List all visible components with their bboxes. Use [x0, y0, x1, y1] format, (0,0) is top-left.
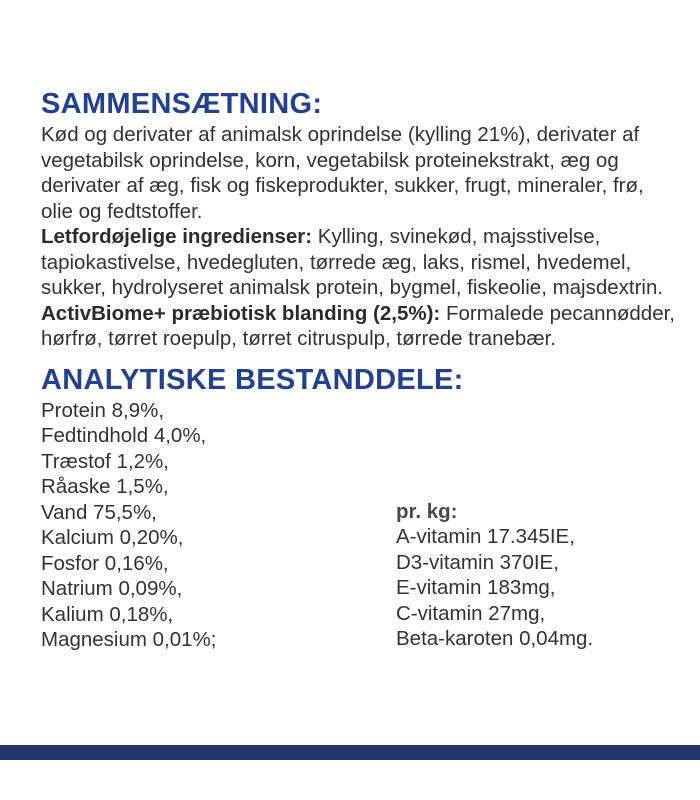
analytics-title: ANALYTISKE BESTANDDELE:	[41, 363, 464, 396]
per-kg-list	[396, 499, 593, 652]
constituent-item: Vand 75,5%,	[41, 500, 157, 524]
activbiome-text: Formalede pecannødder, hørfrø, tørret roepulp, tørret citruspulp, tørrede tranebær.	[41, 301, 675, 350]
bottom-bar	[0, 745, 700, 760]
digestible-label: Letfordøjelige ingredienser:	[41, 225, 313, 248]
constituent-item: Fosfor 0,16%,	[41, 551, 169, 575]
per-kg-label: pr. kg:	[396, 499, 458, 523]
constituent-item: Protein 8,9%,	[41, 398, 165, 422]
vitamin-item: A-vitamin 17.345IE,	[396, 525, 575, 548]
analytics-columns	[41, 398, 681, 654]
constituent-item: Råaske 1,5%,	[41, 475, 169, 498]
label-content	[41, 86, 681, 654]
constituents-list	[41, 398, 216, 653]
activbiome-label: ActivBiome+ præbiotisk blanding (2,5%):	[41, 301, 441, 325]
composition-title: SAMMENSÆTNING:	[41, 88, 323, 120]
composition-text	[41, 122, 681, 352]
vitamin-item: E-vitamin 183mg,	[396, 576, 556, 599]
composition-body: Kød og derivater af animalsk oprindelse (kylling 21%), derivater af vegetabilsk oprindelse, korn, vegetabilsk proteinekstrakt, æg og derivater af æg, fisk og fiskeprodukter, sukker, frugt, mineraler, frø, olie og fedtstoffer.	[41, 123, 644, 223]
constituent-item: Fedtindhold 4,0%,	[41, 424, 207, 447]
constituent-item: Kalium 0,18%,	[41, 602, 174, 626]
constituent-item: Natrium 0,09%,	[41, 577, 183, 600]
digestible-text: Kylling, svinekød, majsstivelse, tapiokastivelse, hvedegluten, tørrede æg, laks, rismel, hvedemel, sukker, hydrolyseret animalsk protein, bygmel, fiskeolie, majsdextrin.	[41, 225, 664, 299]
vitamin-item: D3-vitamin 370IE,	[396, 550, 559, 574]
vitamin-item: Beta-karoten 0,04mg.	[396, 627, 594, 650]
constituent-item: Træstof 1,2%,	[41, 449, 169, 473]
constituent-item: Magnesium 0,01%;	[41, 628, 217, 651]
constituent-item: Kalcium 0,20%,	[41, 526, 184, 549]
vitamin-item: C-vitamin 27mg,	[396, 601, 546, 625]
